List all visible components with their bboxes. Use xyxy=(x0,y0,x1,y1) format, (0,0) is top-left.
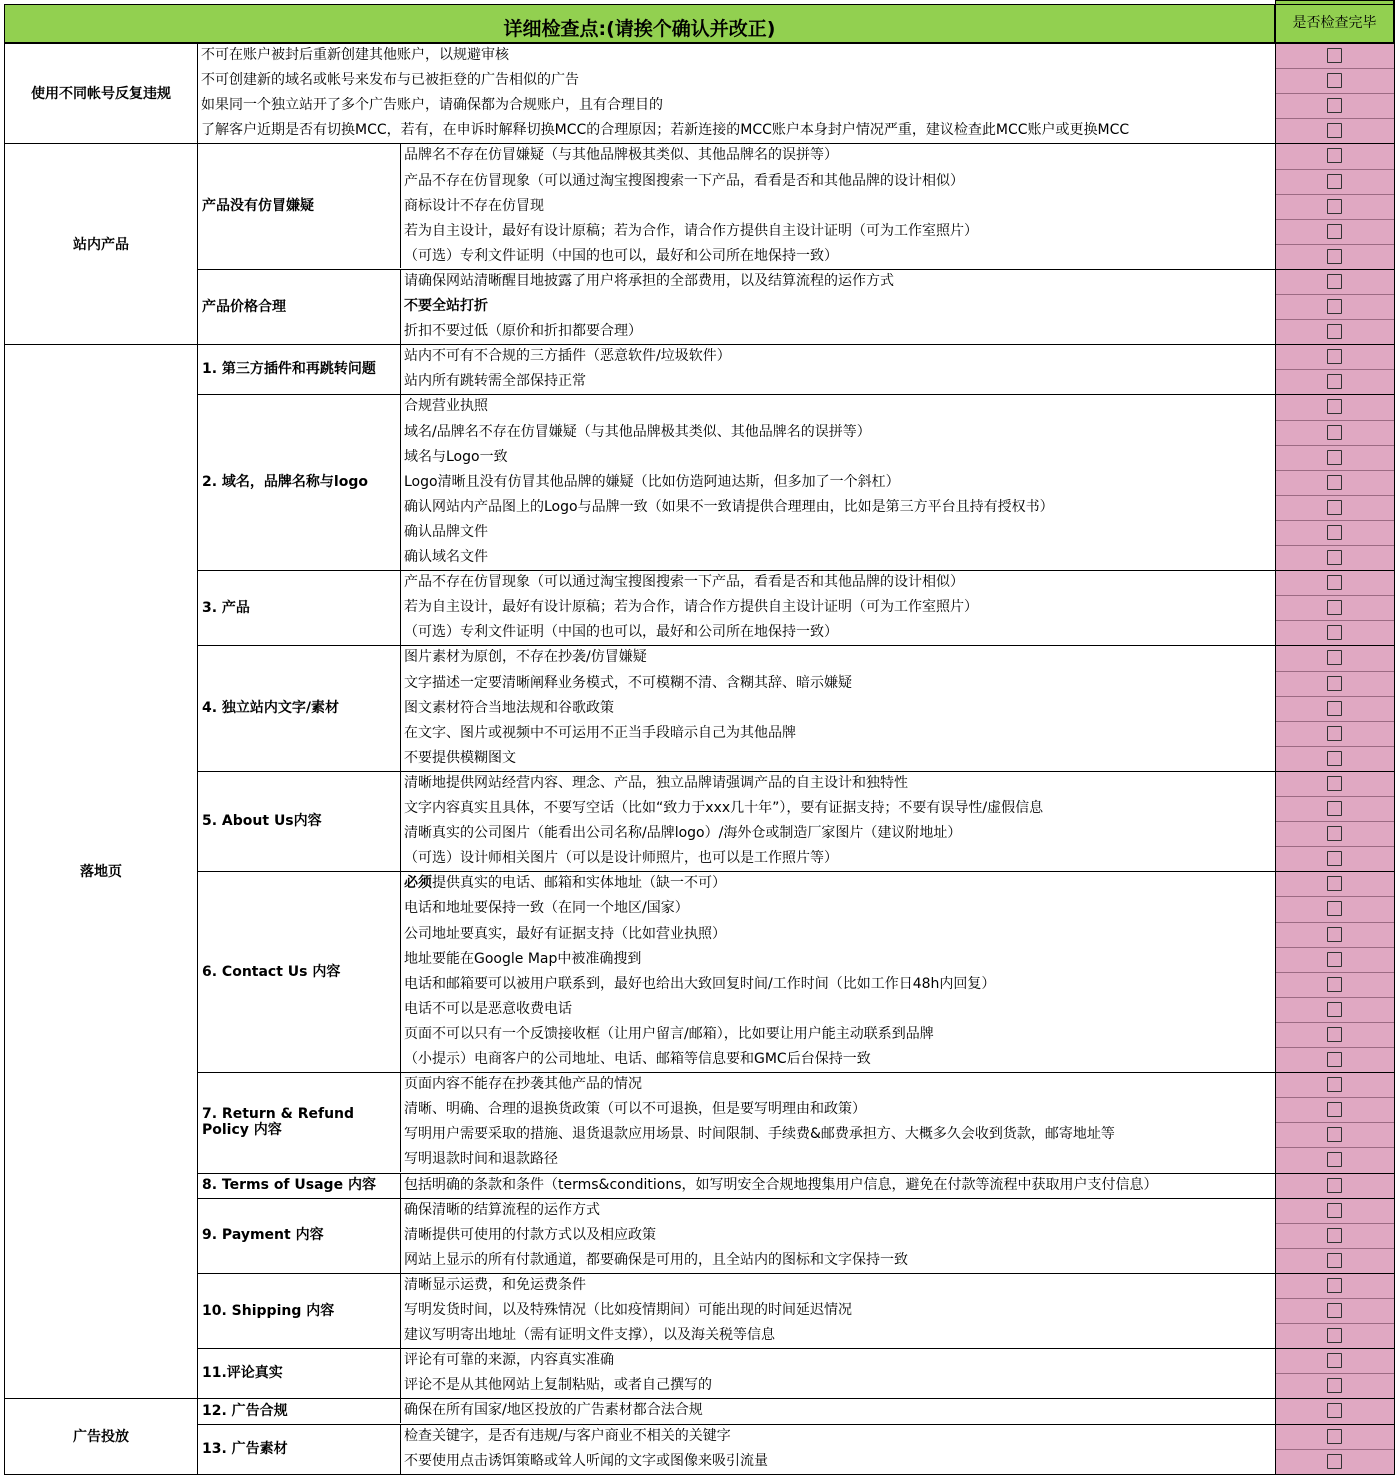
checkbox[interactable] xyxy=(1327,299,1342,314)
checkbox[interactable] xyxy=(1327,1303,1342,1318)
grid-line-h xyxy=(1275,244,1395,245)
checklist-item: 写明退款时间和退款路径 xyxy=(404,1151,558,1168)
category-text: 站内产品 xyxy=(73,236,129,253)
grid-line-h xyxy=(1275,595,1395,596)
checklist-item: （可选）专利文件证明（中国的也可以，最好和公司所在地保持一致） xyxy=(404,624,838,641)
subcategory-text: 8. Terms of Usage 内容 xyxy=(202,1177,376,1194)
checklist-item: 不要提供模糊图文 xyxy=(404,749,516,766)
checkbox[interactable] xyxy=(1327,826,1342,841)
checkbox[interactable] xyxy=(1327,1228,1342,1243)
checkbox[interactable] xyxy=(1327,1253,1342,1268)
subcategory-label xyxy=(198,1072,400,1172)
grid-line-h xyxy=(1275,1122,1395,1123)
grid-line-h xyxy=(1275,896,1395,897)
subcategory-text: 10. Shipping 内容 xyxy=(202,1302,335,1319)
checkbox[interactable] xyxy=(1327,650,1342,665)
grid-line-h xyxy=(197,871,1395,872)
grid-line-h xyxy=(1275,972,1395,973)
checkbox[interactable] xyxy=(1327,977,1342,992)
checklist-item: 评论不是从其他网站上复制粘贴，或者自己撰写的 xyxy=(404,1377,712,1394)
grid-line-v xyxy=(400,1198,401,1273)
grid-line-h xyxy=(1275,520,1395,521)
subcategory-label xyxy=(198,344,400,394)
checklist-item: 清晰提供可使用的付款方式以及相应政策 xyxy=(404,1226,656,1243)
grid-line-h xyxy=(1275,294,1395,295)
grid-line-h xyxy=(1275,1449,1395,1450)
checklist-item: 电话和地址要保持一致（在同一个地区/国家） xyxy=(404,900,689,917)
checklist-item: 图片素材为原创，不存在抄袭/仿冒嫌疑 xyxy=(404,649,647,666)
grid-line-v xyxy=(400,1173,401,1198)
grid-line-h xyxy=(1275,746,1395,747)
grid-line-h xyxy=(1275,470,1395,471)
checklist-item: 写明发货时间，以及特殊情况（比如疫情期间）可能出现的时间延迟情况 xyxy=(404,1302,852,1318)
grid-line-h xyxy=(197,771,1395,772)
checkbox[interactable] xyxy=(1327,274,1342,289)
checklist-item: 不要使用点击诱饵策略或耸人听闻的文字或图像来吸引流量 xyxy=(404,1452,768,1469)
checkbox[interactable] xyxy=(1327,199,1342,214)
category-text: 广告投放 xyxy=(73,1429,129,1446)
checklist-item: 确认品牌文件 xyxy=(404,523,488,540)
grid-line-v xyxy=(400,269,401,344)
checklist-item: 页面内容不能存在抄袭其他产品的情况 xyxy=(404,1076,642,1093)
grid-line-h xyxy=(1275,93,1395,94)
checklist-item: 建议写明寄出地址（需有证明文件支撑），以及海关税等信息 xyxy=(404,1327,775,1344)
grid-line-h xyxy=(1275,319,1395,320)
checklist-item: 了解客户近期是否有切换MCC，若有，在申诉时解释切换MCC的合理原因；若新连接的MCC账户本身封户情况严重，建议检查此MCC账户或更换MCC xyxy=(201,122,1130,139)
grid-line-h xyxy=(197,1173,1395,1174)
subcategory-label xyxy=(198,269,400,344)
checkbox[interactable] xyxy=(1327,600,1342,615)
subcategory-label xyxy=(198,1348,400,1398)
grid-line-h xyxy=(197,1424,1395,1425)
subcategory-text: 12. 广告合规 xyxy=(202,1402,288,1419)
checkbox[interactable] xyxy=(1327,1178,1342,1193)
grid-line-h xyxy=(197,570,1395,571)
grid-line-h xyxy=(1275,445,1395,446)
checkbox[interactable] xyxy=(1327,450,1342,465)
checklist-item: 不可在账户被封后重新创建其他账户，以规避审核 xyxy=(201,47,509,63)
subcategory-label xyxy=(198,1198,400,1273)
grid-line-h xyxy=(1275,671,1395,672)
header-title xyxy=(4,4,1275,43)
grid-line-h xyxy=(1275,821,1395,822)
grid-line-h xyxy=(197,394,1395,395)
checkbox[interactable] xyxy=(1327,425,1342,440)
checkbox[interactable] xyxy=(1327,324,1342,339)
checkbox[interactable] xyxy=(1327,550,1342,565)
grid-line-v xyxy=(400,1398,401,1423)
checklist-item: 文字内容真实且具体，不要写空话（比如“致力于xxx几十年”），要有证据支持；不要有误导性/虚假信息 xyxy=(404,800,1044,816)
grid-line-v xyxy=(197,43,198,1475)
grid-line-h xyxy=(1275,118,1395,119)
checkbox[interactable] xyxy=(1327,224,1342,239)
checklist-item: 清晰、明确、合理的退换货政策（可以不可退换，但是要写明理由和政策） xyxy=(404,1101,866,1118)
checkbox[interactable] xyxy=(1327,1353,1342,1368)
subcategory-label xyxy=(198,394,400,570)
checklist-item: 如果同一个独立站开了多个广告账户，请确保都为合规账户，且有合理目的 xyxy=(201,97,663,114)
checklist-item: 请确保网站清晰醒目地披露了用户将承担的全部费用，以及结算流程的运作方式 xyxy=(404,272,894,289)
grid-line-h xyxy=(1275,1147,1395,1148)
grid-line-v xyxy=(400,143,401,268)
category-landing-page xyxy=(5,344,197,1398)
grid-line-v xyxy=(400,1273,401,1348)
checklist-item: 折扣不要过低（原价和折扣都要合理） xyxy=(404,323,642,340)
checkbox[interactable] xyxy=(1327,174,1342,189)
subcategory-text: 3. 产品 xyxy=(202,599,250,616)
checklist-item: 电话不可以是恶意收费电话 xyxy=(404,1000,572,1017)
grid-line-h xyxy=(1275,194,1395,195)
grid-line-h xyxy=(4,4,1395,5)
checklist-item: 确保清晰的结算流程的运作方式 xyxy=(404,1201,600,1218)
checklist-item: 域名与Logo一致 xyxy=(404,448,508,465)
grid-line-h xyxy=(1275,1323,1395,1324)
grid-line-h xyxy=(1275,721,1395,722)
checklist-item: 评论有可靠的来源，内容真实准确 xyxy=(404,1352,614,1369)
grid-line-h xyxy=(197,269,1395,270)
grid-line-v xyxy=(1394,0,1395,1475)
grid-line-h xyxy=(197,1198,1395,1199)
grid-line-v xyxy=(400,570,401,645)
checklist-item: Logo清晰且没有仿冒其他品牌的嫌疑（比如仿造阿迪达斯，但多加了一个斜杠） xyxy=(404,473,900,490)
subcategory-text: 7. Return & Refund Policy 内容 xyxy=(202,1106,355,1139)
checklist-item: 检查关键字，是否有违规/与客户商业不相关的关键字 xyxy=(404,1427,731,1444)
checkbox[interactable] xyxy=(1327,123,1342,138)
checkbox[interactable] xyxy=(1327,1328,1342,1343)
checklist-item: 确保在所有国家/地区投放的广告素材都合法合规 xyxy=(404,1402,703,1419)
grid-line-h xyxy=(197,1474,1395,1475)
checkbox[interactable] xyxy=(1327,751,1342,766)
grid-line-h xyxy=(197,344,1395,345)
grid-line-h xyxy=(1275,1223,1395,1224)
grid-line-h xyxy=(1275,68,1395,69)
grid-line-h xyxy=(1275,796,1395,797)
grid-line-h xyxy=(1275,1373,1395,1374)
checklist-item: 清晰地提供网站经营内容、理念、产品，独立品牌请强调产品的自主设计和独特性 xyxy=(404,774,908,791)
checkbox[interactable] xyxy=(1327,1127,1342,1142)
category-text: 落地页 xyxy=(80,864,122,881)
grid-line-h xyxy=(1275,369,1395,370)
checklist-item: 包括明确的条款和条件（terms&conditions，如写明安全合规地搜集用户信息，避免在付款等流程中获取用户支付信息） xyxy=(404,1176,1158,1193)
grid-line-v xyxy=(400,1424,401,1474)
checklist-item: 产品不存在仿冒现象（可以通过淘宝搜图搜索一下产品，看看是否和其他品牌的设计相似） xyxy=(404,574,964,591)
grid-line-v xyxy=(400,645,401,771)
checkbox[interactable] xyxy=(1327,1152,1342,1167)
checklist-item: 电话和邮箱要可以被用户联系到，最好也给出大致回复时间/工作时间（比如工作日48h内回复） xyxy=(404,975,996,992)
checkbox[interactable] xyxy=(1327,525,1342,540)
subcategory-text: 13. 广告素材 xyxy=(202,1440,288,1457)
checkbox[interactable] xyxy=(1327,1403,1342,1418)
checkbox[interactable] xyxy=(1327,349,1342,364)
header-check-title-text: 是否检查完毕 xyxy=(1292,14,1377,31)
checklist-item: 若为自主设计，最好有设计原稿；若为合作，请合作方提供自主设计证明（可为工作室照片） xyxy=(404,222,978,239)
checklist-item: 图文素材符合当地法规和谷歌政策 xyxy=(404,699,614,716)
subcategory-text: 4. 独立站内文字/素材 xyxy=(202,700,340,717)
checklist-item: 合规营业执照 xyxy=(404,398,488,415)
grid-line-v xyxy=(400,344,401,394)
checklist-item: 商标设计不存在仿冒现 xyxy=(404,197,544,214)
checklist-item: 文字描述一定要清晰阐释业务模式，不可模糊不清、含糊其辞、暗示嫌疑 xyxy=(404,674,852,691)
checkbox[interactable] xyxy=(1327,1077,1342,1092)
grid-line-v xyxy=(400,771,401,871)
checklist-item: 网站上显示的所有付款通道，都要确保是可用的，且全站内的图标和文字保持一致 xyxy=(404,1251,908,1268)
grid-line-h xyxy=(4,43,1395,44)
checkbox[interactable] xyxy=(1327,1102,1342,1117)
grid-line-h xyxy=(197,1273,1395,1274)
subcategory-label xyxy=(198,771,400,871)
checkbox[interactable] xyxy=(1327,1203,1342,1218)
checkbox[interactable] xyxy=(1327,249,1342,264)
subcategory-label xyxy=(198,645,400,771)
grid-line-v xyxy=(1275,0,1276,1475)
checklist-item: 站内所有跳转需全部保持正常 xyxy=(404,373,586,390)
grid-line-h xyxy=(1275,1022,1395,1023)
category-repeat-violation xyxy=(5,43,197,143)
checkbox[interactable] xyxy=(1327,148,1342,163)
grid-line-h xyxy=(197,1348,1395,1349)
checkbox[interactable] xyxy=(1327,1278,1342,1293)
checklist-item: （小提示）电商客户的公司地址、电话、邮箱等信息要和GMC后台保持一致 xyxy=(404,1051,871,1067)
checkbox[interactable] xyxy=(1327,927,1342,942)
subcategory-text: 产品没有仿冒嫌疑 xyxy=(202,198,314,215)
subcategory-label xyxy=(198,570,400,645)
grid-line-h xyxy=(197,1072,1395,1073)
grid-line-v xyxy=(400,871,401,1072)
header-title-text: 详细检查点:(请挨个确认并改正) xyxy=(503,18,776,40)
checkbox[interactable] xyxy=(1327,952,1342,967)
subcategory-text: 5. About Us内容 xyxy=(202,813,322,830)
checklist-item: 域名/品牌名不存在仿冒嫌疑（与其他品牌极其类似、其他品牌名的误拼等） xyxy=(404,423,871,440)
checkbox[interactable] xyxy=(1327,48,1342,63)
checklist-item: 页面不可以只有一个反馈接收框（让用户留言/邮箱），比如要让用户能主动联系到品牌 xyxy=(404,1025,934,1042)
checkbox[interactable] xyxy=(1327,801,1342,816)
subcategory-label xyxy=(198,143,400,269)
grid-line-h xyxy=(1275,169,1395,170)
checklist-item: 确认网站内产品图上的Logo与品牌一致（如果不一致请提供合理理由，比如是第三方平台且持有授权书） xyxy=(404,498,1054,515)
checklist-item: （可选）专利文件证明（中国的也可以，最好和公司所在地保持一致） xyxy=(404,247,838,264)
checklist-item: 产品不存在仿冒现象（可以通过淘宝搜图搜索一下产品，看看是否和其他品牌的设计相似） xyxy=(404,172,964,189)
grid-line-h xyxy=(1275,696,1395,697)
checkbox[interactable] xyxy=(1327,625,1342,640)
checklist-item: 必须提供真实的电话、邮箱和实体地址（缺一不可） xyxy=(404,875,726,892)
checkbox[interactable] xyxy=(1327,73,1342,88)
checklist-item: 地址要能在Google Map中被准确搜到 xyxy=(404,950,642,967)
subcategory-label xyxy=(198,1398,400,1423)
grid-line-h xyxy=(197,645,1395,646)
grid-line-h xyxy=(1275,1097,1395,1098)
checklist-item: 清晰真实的公司图片（能看出公司名称/品牌logo）/海外仓或制造厂家图片（建议附地址） xyxy=(404,825,962,842)
checkbox[interactable] xyxy=(1327,575,1342,590)
checkbox[interactable] xyxy=(1327,876,1342,891)
grid-line-h xyxy=(1275,545,1395,546)
checkbox[interactable] xyxy=(1327,1378,1342,1393)
checklist-item: 品牌名不存在仿冒嫌疑（与其他品牌极其类似、其他品牌名的误拼等） xyxy=(404,147,838,164)
checkbox[interactable] xyxy=(1327,1052,1342,1067)
grid-line-v xyxy=(400,1072,401,1172)
checklist-item: 不要全站打折 xyxy=(404,298,488,314)
subcategory-text: 6. Contact Us 内容 xyxy=(202,963,341,980)
grid-line-h xyxy=(1275,947,1395,948)
checklist-item: 确认域名文件 xyxy=(404,549,488,565)
checkbox[interactable] xyxy=(1327,726,1342,741)
grid-line-v xyxy=(4,4,5,1475)
category-text: 使用不同帐号反复违规 xyxy=(31,86,171,103)
checklist-item: 在文字、图片或视频中不可运用不正当手段暗示自己为其他品牌 xyxy=(404,724,796,741)
checklist-item: 若为自主设计，最好有设计原稿；若为合作，请合作方提供自主设计证明（可为工作室照片） xyxy=(404,599,978,616)
grid-line-h xyxy=(1275,997,1395,998)
checkbox[interactable] xyxy=(1327,1027,1342,1042)
grid-line-v xyxy=(400,1348,401,1398)
grid-line-h xyxy=(1275,620,1395,621)
checkbox[interactable] xyxy=(1327,901,1342,916)
checkbox[interactable] xyxy=(1327,776,1342,791)
grid-line-h xyxy=(1275,495,1395,496)
checklist-item: 写明用户需要采取的措施、退货退款应用场景、时间限制、手续费&邮费承担方、大概多久会收到货款，邮寄地址等 xyxy=(404,1126,1115,1143)
checkbox[interactable] xyxy=(1327,1002,1342,1017)
subcategory-text: 11.评论真实 xyxy=(202,1365,283,1382)
category-site-products xyxy=(5,143,197,344)
checklist-item: 清晰显示运费，和免运费条件 xyxy=(404,1276,586,1293)
grid-line-h xyxy=(1275,420,1395,421)
checkbox[interactable] xyxy=(1327,399,1342,414)
subcategory-text: 产品价格合理 xyxy=(202,298,286,315)
checkbox[interactable] xyxy=(1327,98,1342,113)
checkbox[interactable] xyxy=(1327,701,1342,716)
subcategory-label xyxy=(198,1424,400,1474)
grid-line-h xyxy=(1275,1298,1395,1299)
subcategory-text: 2. 域名，品牌名称与logo xyxy=(202,474,368,491)
checkbox[interactable] xyxy=(1327,1429,1342,1444)
checkbox[interactable] xyxy=(1327,1454,1342,1469)
grid-line-h xyxy=(197,1398,1395,1399)
grid-line-h xyxy=(197,143,1395,144)
grid-line-h xyxy=(1275,1248,1395,1249)
grid-line-v xyxy=(400,394,401,570)
subcategory-text: 9. Payment 内容 xyxy=(202,1227,324,1244)
checkbox[interactable] xyxy=(1327,851,1342,866)
subcategory-label xyxy=(198,871,400,1072)
header-check-title xyxy=(1275,0,1394,43)
category-ad-placement xyxy=(5,1398,197,1473)
checklist-item: 不可创建新的域名或帐号来发布与已被拒登的广告相似的广告 xyxy=(201,72,579,89)
checklist-item: 站内不可有不合规的三方插件（恶意软件/垃圾软件） xyxy=(404,348,731,365)
checklist-item: 公司地址要真实，最好有证据支持（比如营业执照） xyxy=(404,925,726,942)
checkbox[interactable] xyxy=(1327,374,1342,389)
checkbox[interactable] xyxy=(1327,676,1342,691)
checklist-item: （可选）设计师相关图片（可以是设计师照片，也可以是工作照片等） xyxy=(404,850,838,867)
grid-line-h xyxy=(1275,219,1395,220)
checkbox[interactable] xyxy=(1327,475,1342,490)
subcategory-text: 1. 第三方插件和再跳转问题 xyxy=(202,361,376,378)
checkbox[interactable] xyxy=(1327,500,1342,515)
subcategory-label xyxy=(198,1173,400,1198)
grid-line-h xyxy=(1275,1047,1395,1048)
grid-line-h xyxy=(1275,846,1395,847)
grid-line-h xyxy=(1275,922,1395,923)
subcategory-label xyxy=(198,1273,400,1348)
